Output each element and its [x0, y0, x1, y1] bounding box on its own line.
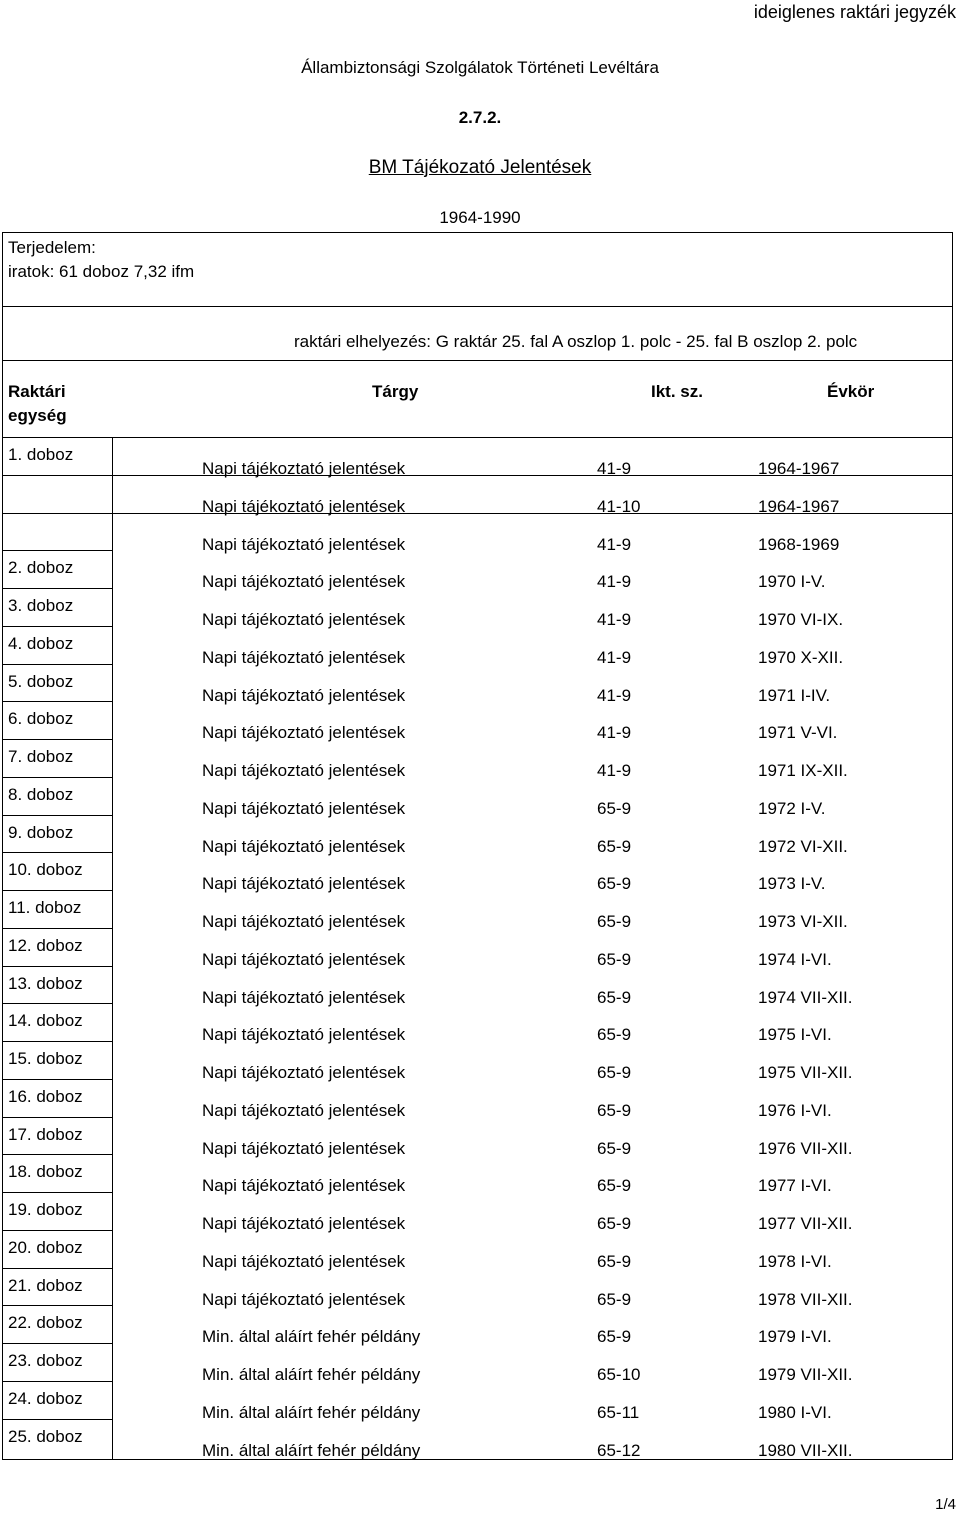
row-ikt: 41-9	[597, 761, 632, 780]
row-box-label: 8. doboz	[8, 785, 74, 804]
row-evkor: 1972 I-V.	[758, 799, 826, 818]
row-box-label: 19. doboz	[8, 1200, 83, 1219]
row-subject: Napi tájékoztató jelentések	[202, 950, 406, 969]
row-divider	[2, 928, 113, 929]
header-unit-line1: Raktári	[8, 382, 66, 401]
row-evkor: 1978 VII-XII.	[758, 1290, 853, 1309]
row-evkor: 1971 V-VI.	[758, 723, 838, 742]
row-subject: Napi tájékoztató jelentések	[202, 1214, 406, 1233]
row-subject: Napi tájékoztató jelentések	[202, 1290, 406, 1309]
row-box-label: 12. doboz	[8, 936, 83, 955]
row-box-label: 5. doboz	[8, 672, 74, 691]
row-ikt: 65-11	[597, 1403, 640, 1422]
row-ikt: 65-9	[597, 1139, 632, 1158]
row-subject: Napi tájékoztató jelentések	[202, 912, 406, 931]
frame-left-border	[2, 233, 3, 1459]
row-evkor: 1974 I-VI.	[758, 950, 832, 969]
row-evkor: 1971 IX-XII.	[758, 761, 848, 780]
row-ikt: 41-9	[597, 686, 632, 705]
row-subject: Napi tájékoztató jelentések	[202, 988, 406, 1007]
row-evkor: 1976 I-VI.	[758, 1101, 832, 1120]
row-box-label: 1. doboz	[8, 445, 74, 464]
row-divider	[2, 664, 113, 665]
row-box-label: 18. doboz	[8, 1162, 83, 1181]
row-divider	[2, 777, 113, 778]
row-ikt: 41-10	[597, 497, 641, 516]
fond-title: BM Tájékozató Jelentések	[368, 157, 592, 178]
row-evkor: 1973 VI-XII.	[758, 912, 848, 931]
row-subject: Napi tájékoztató jelentések	[202, 761, 406, 780]
storage-location: raktári elhelyezés: G raktár 25. fal A oszlop 1. polc - 25. fal B oszlop 2. polc	[294, 332, 858, 351]
row-subject: Napi tájékoztató jelentések	[202, 723, 406, 742]
section-divider	[2, 306, 953, 307]
row-divider	[2, 1003, 113, 1004]
row-divider	[2, 588, 113, 589]
row-subject: Napi tájékoztató jelentések	[202, 459, 406, 478]
row-box-label: 13. doboz	[8, 974, 83, 993]
row-evkor: 1973 I-V.	[758, 874, 826, 893]
row-box-label: 17. doboz	[8, 1125, 83, 1144]
row-box-label: 4. doboz	[8, 634, 74, 653]
page-number: 1/4	[935, 1496, 956, 1513]
header-unit-line2: egység	[8, 406, 67, 425]
row-ikt: 65-9	[597, 988, 632, 1007]
row-evkor: 1970 VI-IX.	[758, 610, 844, 629]
fond-code: 2.7.2.	[458, 108, 502, 127]
row-subject: Napi tájékoztató jelentések	[202, 837, 406, 856]
row-divider	[2, 1268, 113, 1269]
row-ikt: 65-9	[597, 799, 632, 818]
row-evkor: 1964-1967	[758, 459, 840, 478]
row-divider	[2, 1343, 113, 1344]
row-subject: Napi tájékoztató jelentések	[202, 874, 406, 893]
row-box-label: 14. doboz	[8, 1011, 83, 1030]
row-box-label: 23. doboz	[8, 1351, 83, 1370]
row-evkor: 1980 I-VI.	[758, 1403, 832, 1422]
header-evkor: Évkör	[827, 382, 875, 401]
row-divider	[2, 1154, 113, 1155]
row-ikt: 41-9	[597, 610, 632, 629]
row-box-label: 3. doboz	[8, 596, 74, 615]
row-subject: Napi tájékoztató jelentések	[202, 572, 406, 591]
row-divider	[2, 1381, 113, 1382]
row-ikt: 65-9	[597, 1063, 632, 1082]
row-ikt: 65-9	[597, 1101, 632, 1120]
document-type-label: ideiglenes raktári jegyzék	[753, 2, 956, 22]
row-box-label: 22. doboz	[8, 1313, 83, 1332]
row-ikt: 65-9	[597, 950, 632, 969]
row-divider	[2, 852, 113, 853]
institution-name: Állambiztonsági Szolgálatok Történeti Levéltára	[301, 58, 659, 77]
row-evkor: 1975 VII-XII.	[758, 1063, 853, 1082]
row-box-label: 25. doboz	[8, 1427, 83, 1446]
row-divider	[2, 815, 113, 816]
row-box-label: 16. doboz	[8, 1087, 83, 1106]
row-box-label: 6. doboz	[8, 709, 74, 728]
row-ikt: 65-9	[597, 1290, 632, 1309]
row-divider	[2, 701, 113, 702]
row-divider	[2, 890, 113, 891]
row-subject: Napi tájékoztató jelentések	[202, 1139, 406, 1158]
row-box-label: 24. doboz	[8, 1389, 83, 1408]
header-divider	[2, 437, 953, 438]
row-subject: Napi tájékoztató jelentések	[202, 610, 406, 629]
row-subject: Napi tájékoztató jelentések	[202, 1176, 406, 1195]
row-ikt: 41-9	[597, 648, 632, 667]
row-subject: Napi tájékoztató jelentések	[202, 535, 406, 554]
row-subject: Napi tájékoztató jelentések	[202, 648, 406, 667]
frame-right-border	[952, 233, 953, 1459]
row-ikt: 65-9	[597, 1252, 632, 1271]
row-box-label: 10. doboz	[8, 860, 83, 879]
row-ikt: 65-9	[597, 1214, 632, 1233]
row-evkor: 1975 I-VI.	[758, 1025, 832, 1044]
row-box-label: 21. doboz	[8, 1276, 83, 1295]
row-evkor: 1971 I-IV.	[758, 686, 831, 705]
row-evkor: 1970 I-V.	[758, 572, 826, 591]
row-ikt: 41-9	[597, 535, 632, 554]
row-subject: Min. által aláírt fehér példány	[202, 1403, 421, 1422]
frame-top-border	[2, 232, 953, 233]
row-box-label: 15. doboz	[8, 1049, 83, 1068]
row-ikt: 65-9	[597, 1176, 632, 1195]
row-evkor: 1977 VII-XII.	[758, 1214, 853, 1233]
row-ikt: 65-9	[597, 1025, 632, 1044]
row-evkor: 1974 VII-XII.	[758, 988, 853, 1007]
row-evkor: 1980 VII-XII.	[758, 1441, 853, 1460]
row-box-label: 20. doboz	[8, 1238, 83, 1257]
row-evkor: 1979 I-VI.	[758, 1327, 832, 1346]
row-divider	[2, 1192, 113, 1193]
header-ikt: Ikt. sz.	[651, 382, 703, 401]
row-ikt: 41-9	[597, 723, 632, 742]
row-ikt: 41-9	[597, 459, 632, 478]
row-evkor: 1972 VI-XII.	[758, 837, 848, 856]
row-box-label: 2. doboz	[8, 558, 74, 577]
row-subject: Napi tájékoztató jelentések	[202, 1063, 406, 1082]
row-box-label: 11. doboz	[8, 898, 82, 917]
row-divider	[2, 1230, 113, 1231]
row-subject: Napi tájékoztató jelentések	[202, 1101, 406, 1120]
location-divider	[2, 360, 953, 361]
row-divider	[2, 1117, 113, 1118]
row-ikt: 65-9	[597, 874, 632, 893]
row-evkor: 1977 I-VI.	[758, 1176, 832, 1195]
row-divider	[2, 550, 113, 551]
row-evkor: 1976 VII-XII.	[758, 1139, 853, 1158]
row-evkor: 1964-1967	[758, 497, 840, 516]
table-bottom-border	[2, 1459, 953, 1460]
row-evkor: 1968-1969	[758, 535, 840, 554]
row-evkor: 1978 I-VI.	[758, 1252, 832, 1271]
row-subject: Napi tájékoztató jelentések	[202, 1025, 406, 1044]
row-evkor: 1979 VII-XII.	[758, 1365, 853, 1384]
row-ikt: 65-9	[597, 912, 632, 931]
extent-value: iratok: 61 doboz 7,32 ifm	[8, 262, 195, 281]
row-ikt: 65-9	[597, 837, 632, 856]
row-box-label: 9. doboz	[8, 823, 74, 842]
row-divider	[2, 1305, 113, 1306]
row-ikt: 65-12	[597, 1441, 641, 1460]
row-ikt: 65-9	[597, 1327, 632, 1346]
extent-label: Terjedelem:	[8, 238, 96, 257]
row-divider	[2, 966, 113, 967]
row-subject: Min. által aláírt fehér példány	[202, 1365, 421, 1384]
row-subject: Napi tájékoztató jelentések	[202, 497, 406, 516]
row-subject: Napi tájékoztató jelentések	[202, 799, 406, 818]
row-divider	[2, 1419, 113, 1420]
fond-years: 1964-1990	[439, 208, 521, 227]
row-divider	[2, 1079, 113, 1080]
row-evkor: 1970 X-XII.	[758, 648, 844, 667]
row-divider	[2, 626, 113, 627]
row-box-label: 7. doboz	[8, 747, 74, 766]
row-subject: Min. által aláírt fehér példány	[202, 1327, 421, 1346]
row-ikt: 65-10	[597, 1365, 641, 1384]
row-subject: Napi tájékoztató jelentések	[202, 1252, 406, 1271]
row-divider	[2, 739, 113, 740]
row-subject: Min. által aláírt fehér példány	[202, 1441, 421, 1460]
header-subject: Tárgy	[372, 382, 419, 401]
row-ikt: 41-9	[597, 572, 632, 591]
row-divider	[2, 1041, 113, 1042]
row-subject: Napi tájékoztató jelentések	[202, 686, 406, 705]
